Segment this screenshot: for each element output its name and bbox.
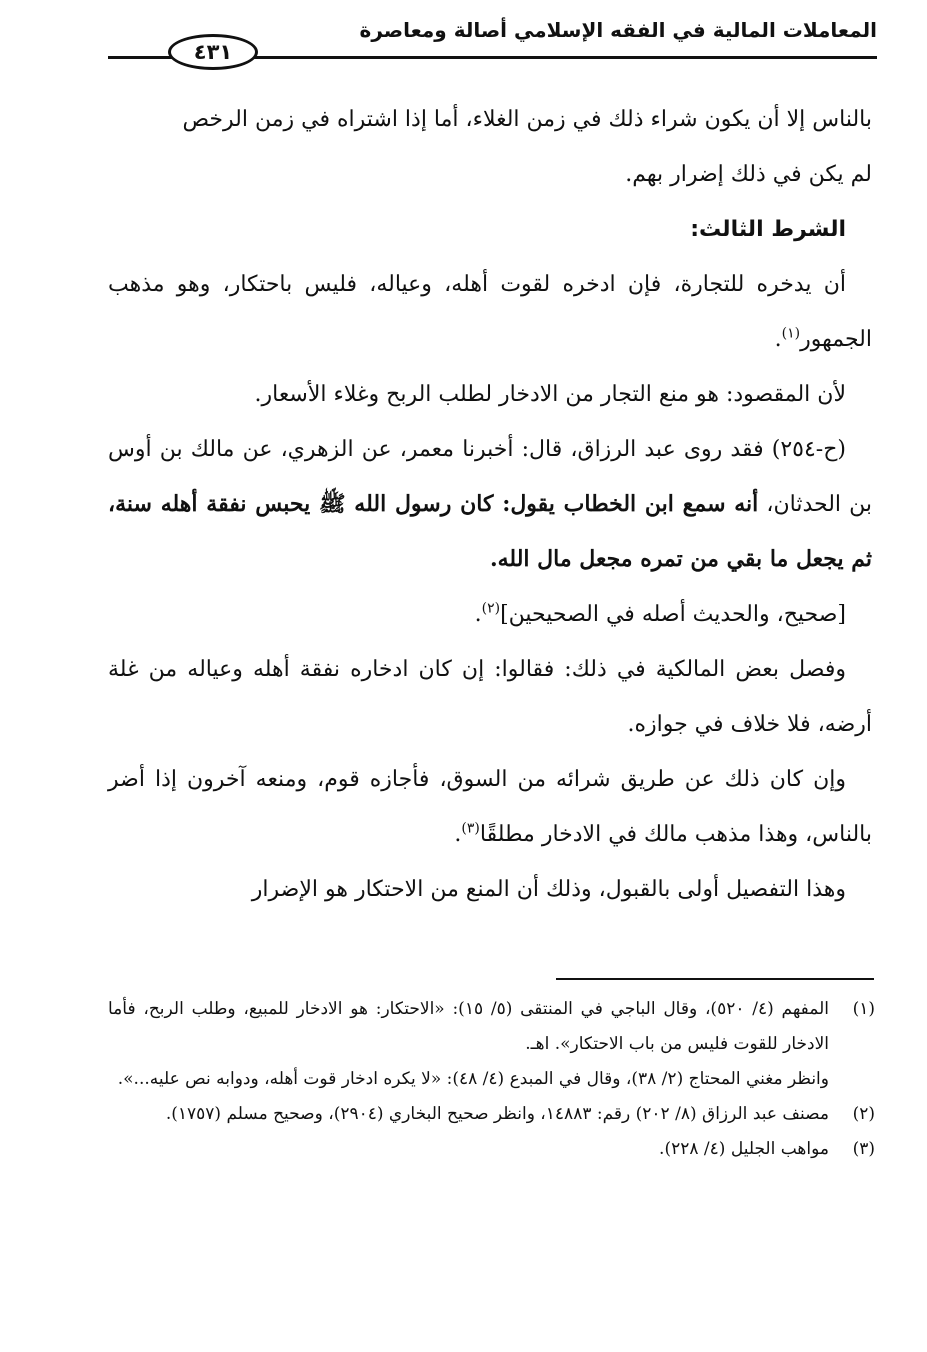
main-text [108,92,872,917]
paragraph-1-line-1: بالناس إلا أن يكون شراء ذلك في زمن الغلاء، أما إذا اشتراه في زمن الرخص [182,107,872,132]
paragraph-1-line-2: لم يكن في ذلك إضرار بهم. [625,162,872,187]
page-header [108,12,877,72]
grading-paragraph: [صحيح، والحديث أصله في الصحيحين]$^{(٢)}$. [474,600,846,627]
hadith-chain: (ح-٢٥٤) فقد روى عبد الرزاق، قال: أخبرنا معمر، عن الزهري، عن مالك بن أوس بن الحدثان، [108,437,872,517]
footnote-ref-2: (٢) [481,600,501,617]
footnote-3-text: مواهب الجليل (٤/ ٢٢٨). [659,1139,829,1159]
footnote-ref-3: (٣) [461,820,480,837]
footnote-ref-1: (١) [781,325,801,342]
page-number: ٤٣١ [168,34,258,70]
footnote-1-text: المفهم (٤/ ٥٢٠)، وقال الباجي في المنتقى (٥/ ١٥): «الاحتكار: هو الادخار للمبيع، وطلب الربح، فأما الادخار للقوت فليس من باب الاحتكار». اهـ. [108,999,829,1054]
paragraph-2-text: أن يدخره للتجارة، فإن ادخره لقوت أهله، وعياله، فليس باحتكار، وهو مذهب الجمهور [108,272,872,352]
hadith-text: أنه سمع ابن الخطاب يقول: كان رسول الله ﷺ يحبس نفقة أهله سنة، ثم يجعل ما بقي من تمره مجعل مال الله. [108,491,872,572]
paragraph-2: أن يدخره للتجارة، فإن ادخره لقوت أهله، وعياله، فليس باحتكار، وهو مذهب الجمهور$^{(١)}$. [108,272,872,352]
paragraph-8: وهذا التفصيل أولى بالقبول، وذلك أن المنع من الاحتكار هو الإضرار [251,877,846,902]
footnote-3-number: (٣) [852,1139,875,1159]
running-title: المعاملات المالية في الفقه الإسلامي أصالة ومعاصرة [359,18,877,42]
paragraph-1 [108,92,872,202]
footnote-1-number: (١) [852,999,875,1019]
grading-text: [صحيح، والحديث أصله في الصحيحين] [500,602,846,627]
paragraph-7: وإن كان ذلك عن طريق شرائه من السوق، فأجازه قوم، ومنعه آخرون إذا أضر بالناس، وهذا مذهب مالك في الادخار مطلقًا$^{(٣)}$. [108,767,872,847]
footnote-2-text: مصنف عبد الرزاق (٨/ ٢٠٢) رقم: ١٤٨٨٣، وانظر صحيح البخاري (٢٩٠٤)، وصحيح مسلم (١٧٥٧). [165,1104,829,1124]
footnote-2 [108,1097,875,1132]
footnote-separator [556,978,874,980]
footnote-1-continuation: وانظر مغني المحتاج (٢/ ٣٨)، وقال في المبدع (٤/ ٤٨): «لا يكره ادخار قوت أهله، ودوابه نص عليه...». [117,1069,829,1089]
paragraph-3: لأن المقصود: هو منع التجار من الادخار لطلب الربح وغلاء الأسعار. [254,382,846,407]
footnote-1 [108,992,875,1062]
footnote-2-number: (٢) [852,1104,875,1124]
hadith-paragraph [108,422,872,587]
paragraph-7-text: وإن كان ذلك عن طريق شرائه من السوق، فأجازه قوم، ومنعه آخرون إذا أضر بالناس، وهذا مذهب مالك في الادخار مطلقًا [108,767,872,847]
paragraph-6: وفصل بعض المالكية في ذلك: فقالوا: إن كان ادخاره نفقة أهله وعياله من غلة أرضه، فلا خلاف في جوازه. [108,657,872,737]
footnotes [108,992,875,1167]
section-heading: الشرط الثالث: [690,217,846,242]
footnote-3 [108,1132,875,1167]
